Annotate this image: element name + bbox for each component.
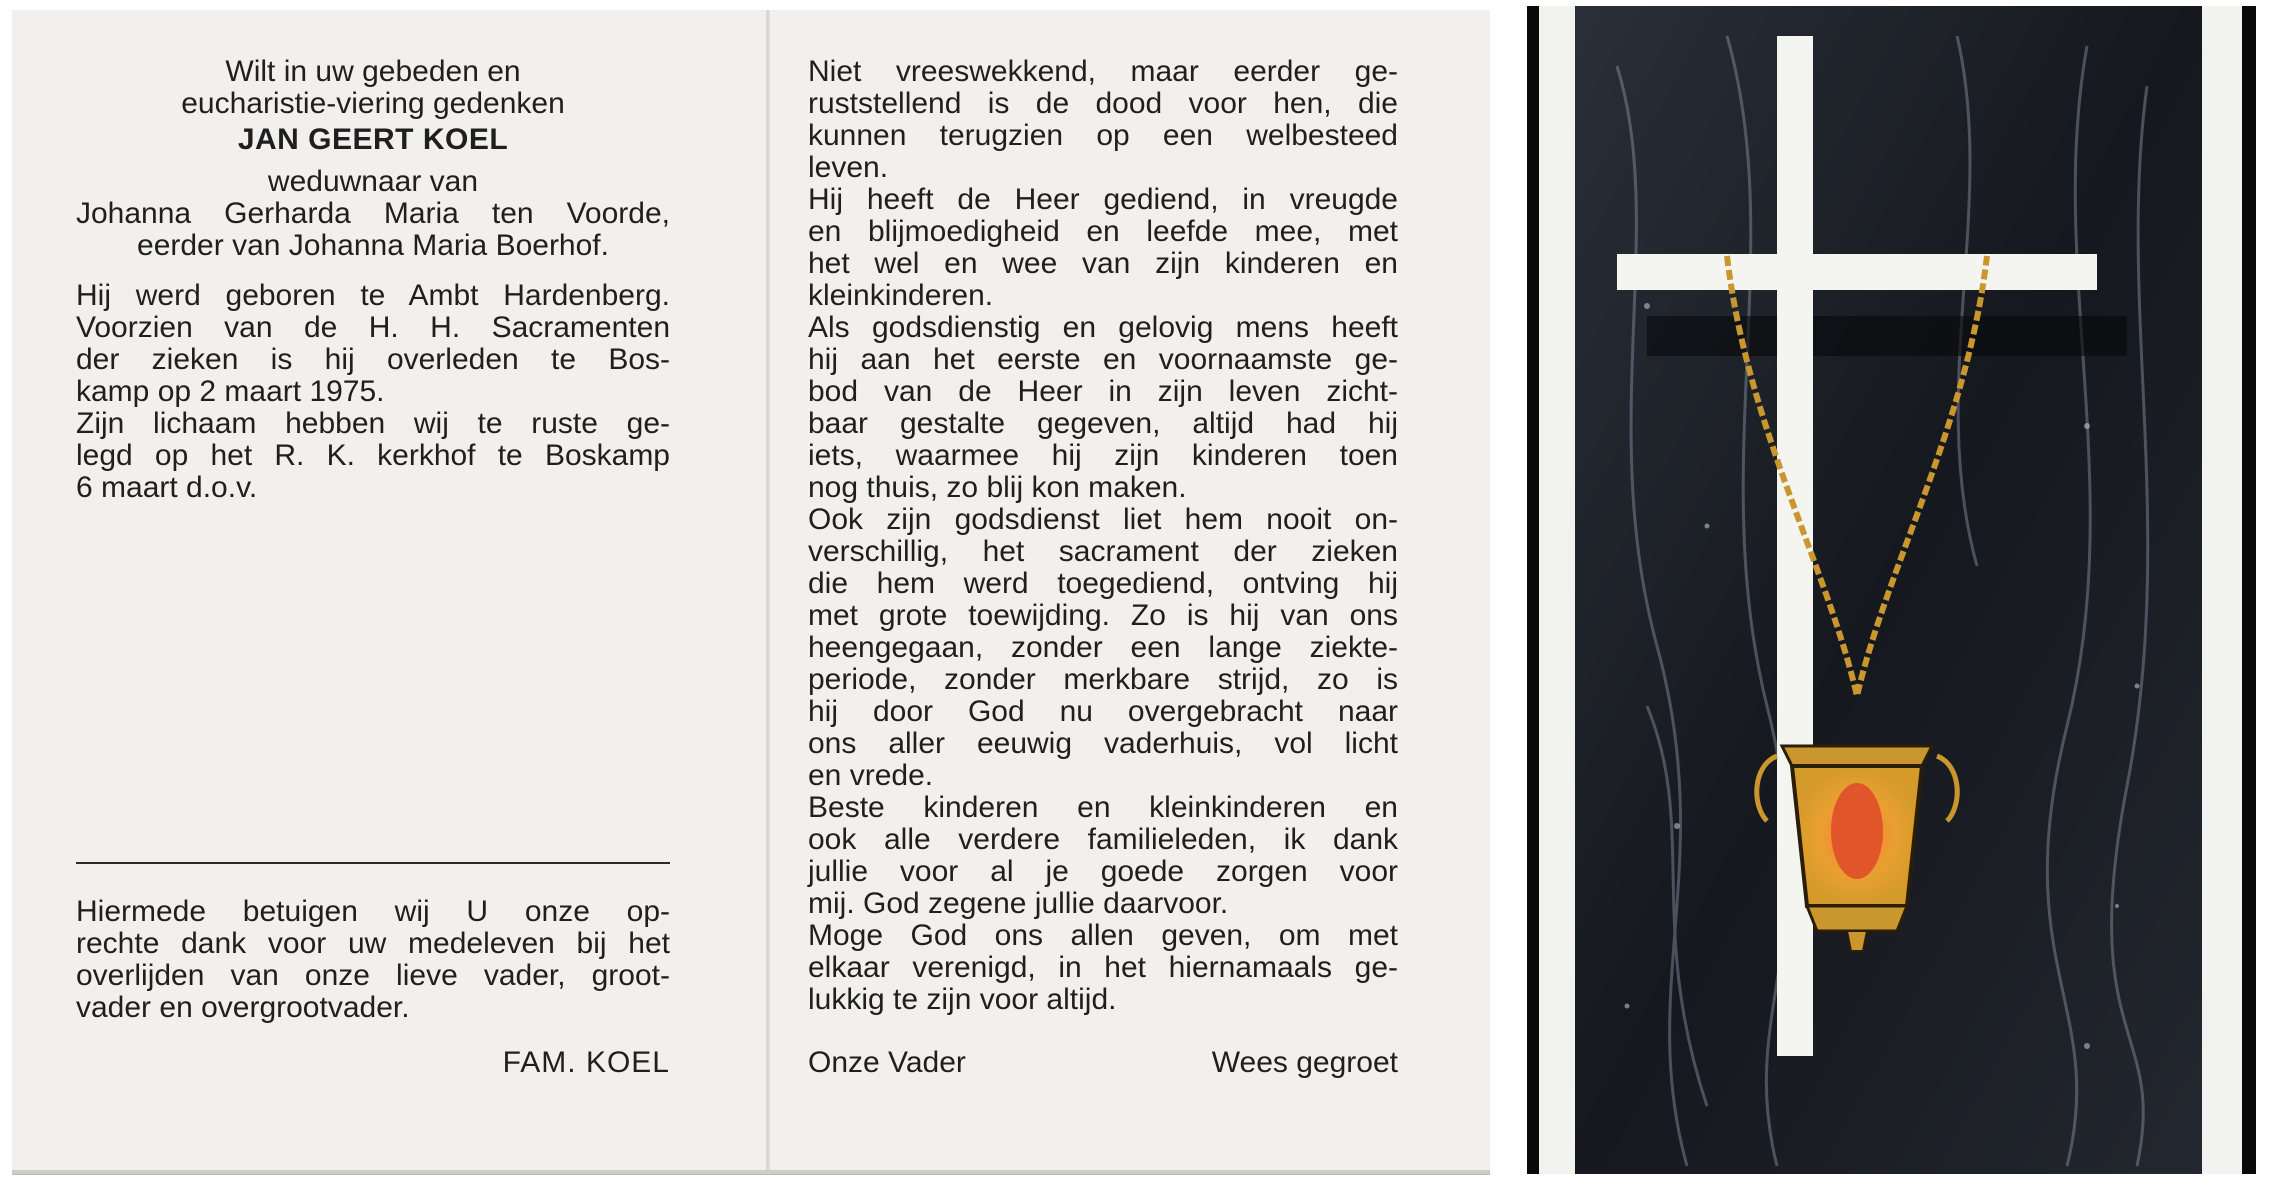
right-text-line: kleinkinderen. (808, 279, 994, 312)
biography (76, 280, 670, 504)
card-fold (766, 10, 770, 1170)
right-text-line: Moge God ons allen geven, om met (808, 919, 1398, 952)
thanks-line: Hiermede betuigen wij U onze op- (76, 895, 670, 928)
signature: FAM. KOEL (502, 1046, 670, 1079)
right-text-line: Beste kinderen en kleinkinderen en (808, 791, 1398, 824)
right-text-line: nog thuis, zo blij kon maken. (808, 471, 1187, 504)
left-border (1539, 6, 1575, 1174)
right-text-line: verschillig, het sacrament der zieken (808, 535, 1398, 568)
right-text-line: Niet vreeswekkend, maar eerder ge- (808, 55, 1398, 88)
bio-line: 6 maart d.o.v. (76, 471, 258, 504)
right-text-line: Als godsdienstig en gelovig mens heeft (808, 311, 1398, 344)
right-text-line: ruststellend is de dood voor hen, die (808, 87, 1398, 120)
deceased-name: JAN GEERT KOEL (237, 123, 509, 156)
cross-shadow (1647, 316, 2127, 356)
relation (76, 166, 670, 262)
separator-rule (76, 862, 670, 864)
right-text-line: periode, zonder merkbare strijd, zo is (808, 663, 1398, 696)
right-text-line: hij door God nu overgebracht naar (808, 695, 1398, 728)
right-text-line: die hem werd toegediend, ontving hij (808, 567, 1398, 600)
right-text-line: ons aller eeuwig vaderhuis, vol licht (808, 727, 1398, 760)
thanks-line: vader en overgrootvader. (76, 991, 410, 1024)
right-text-line: heengegaan, zonder een lange ziekte- (808, 631, 1398, 664)
bio-line: Hij werd geboren te Ambt Hardenberg. (76, 279, 670, 312)
right-text-line: leven. (808, 151, 889, 184)
right-text-line: jullie voor al je goede zorgen voor (808, 855, 1398, 888)
right-text-line: lukkig te zijn voor altijd. (808, 983, 1117, 1016)
devotional-picture (1527, 6, 2256, 1174)
right-text-line: kunnen terugzien op een welbesteed (808, 119, 1398, 152)
relation-line: eerder van Johanna Maria Boerhof. (137, 229, 609, 262)
right-text-line: baar gestalte gegeven, altijd had hij (808, 407, 1398, 440)
right-text-line: iets, waarmee hij zijn kinderen toen (808, 439, 1398, 472)
bio-line: legd op het R. K. kerkhof te Boskamp (76, 439, 670, 472)
right-border (2202, 6, 2242, 1174)
background-panel (1575, 6, 2202, 1174)
right-text-line: Hij heeft de Heer gediend, in vreugde (808, 183, 1398, 216)
relation-line: Johanna Gerharda Maria ten Voorde, (76, 197, 670, 230)
intro-line: eucharistie-viering gedenken (181, 87, 565, 120)
prayer-wees-gegroet: Wees gegroet (1211, 1046, 1398, 1079)
intro (76, 56, 670, 120)
bio-line: Voorzien van de H. H. Sacramenten (76, 311, 670, 344)
cross-horizontal (1617, 254, 2097, 290)
thanks-line: rechte dank voor uw medeleven bij het (76, 927, 670, 960)
prayer-onze-vader: Onze Vader (808, 1046, 966, 1079)
intro-line: Wilt in uw gebeden en (225, 55, 521, 88)
bio-line: Zijn lichaam hebben wij te ruste ge- (76, 407, 670, 440)
right-text-line: en blijmoedigheid en leefde mee, met (808, 215, 1398, 248)
thanks-line: overlijden van onze lieve vader, groot- (76, 959, 670, 992)
left-page (76, 56, 670, 504)
right-text-line: elkaar verenigd, in het hiernamaals ge- (808, 951, 1398, 984)
right-text-line: met grote toewijding. Zo is hij van ons (808, 599, 1398, 632)
right-text-line: hij aan het eerste en voornaamste ge- (808, 343, 1398, 376)
cross-lantern-illustration (1527, 6, 2256, 1174)
thanks (76, 896, 670, 1024)
bio-line: kamp op 2 maart 1975. (76, 375, 385, 408)
bio-line: der zieken is hij overleden te Bos- (76, 343, 670, 376)
right-page (808, 56, 1398, 1016)
right-text-line: mij. God zegene jullie daarvoor. (808, 887, 1229, 920)
right-text-line: en vrede. (808, 759, 934, 792)
right-text-line: Ook zijn godsdienst liet hem nooit on- (808, 503, 1398, 536)
right-text-line: bod van de Heer in zijn leven zicht- (808, 375, 1398, 408)
right-text-line: ook alle verdere familieleden, ik dank (808, 823, 1398, 856)
prayers (808, 1046, 1398, 1080)
relation-line: weduwnaar van (267, 165, 479, 198)
right-text-line: het wel en wee van zijn kinderen en (808, 247, 1398, 280)
